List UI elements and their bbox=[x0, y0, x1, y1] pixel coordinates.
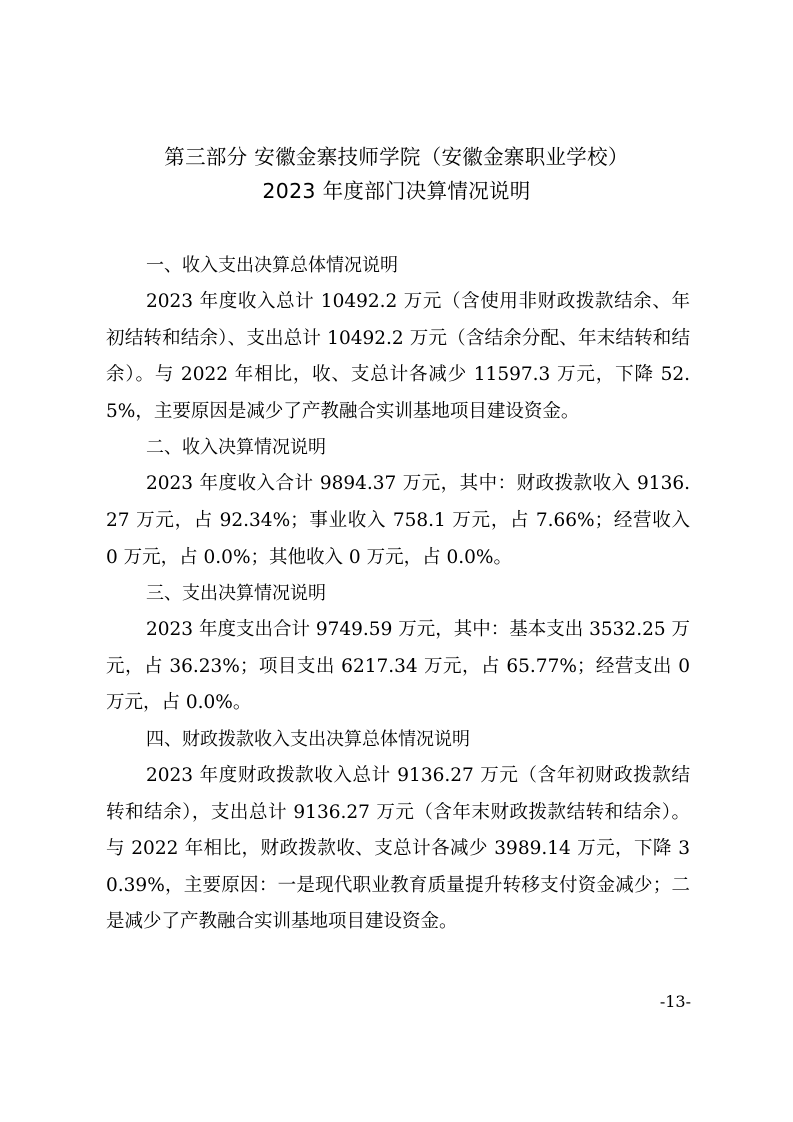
section-paragraph: 2023 年度收入合计 9894.37 万元，其中：财政拨款收入 9136.27 万元，占 92.34%；事业收入 758.1 万元，占 7.66%；经营收入 0 万元，占 0.0%；其他收入 0 万元，占 0.0%。 bbox=[106, 473, 690, 568]
section-income bbox=[106, 430, 690, 576]
section-income-expenditure-overview bbox=[106, 248, 690, 430]
section-expenditure bbox=[106, 576, 690, 722]
page-number: -13- bbox=[659, 992, 691, 1011]
section-paragraph: 2023 年度支出合计 9749.59 万元，其中：基本支出 3532.25 万元，占 36.23%；项目支出 6217.34 万元，占 65.77%；经营支出 0 万元，占 0.0%。 bbox=[106, 619, 690, 714]
section-paragraph: 2023 年度财政拨款收入总计 9136.27 万元（含年初财政拨款结转和结余），支出总计 9136.27 万元（含年末财政拨款结转和结余）。与 2022 年相比，财政拨款收、支总计各减少 3989.14 万元，下降 30.39%，主要原因：一是现代职业教育质量提升转移支付资金减少；二是减少了产教融合实训基地项目建设资金。 bbox=[106, 764, 690, 933]
section-heading: 一、收入支出决算总体情况说明 bbox=[146, 255, 398, 276]
section-paragraph: 2023 年度收入总计 10492.2 万元（含使用非财政拨款结余、年初结转和结余）、支出总计 10492.2 万元（含结余分配、年末结转和结余）。与 2022 年相比，收、支总计各减少 11597.3 万元，下降 52.5%，主要原因是减少了产教融合实训基地项目建设资金。 bbox=[106, 291, 690, 422]
title-line-2: 2023 年度部门决算情况说明 bbox=[262, 179, 531, 203]
document-body bbox=[106, 248, 690, 941]
section-heading: 三、支出决算情况说明 bbox=[146, 583, 326, 605]
document-title bbox=[60, 140, 733, 208]
section-fiscal-appropriation bbox=[106, 722, 690, 941]
title-line-1: 第三部分 安徽金寨技师学院（安徽金寨职业学校） bbox=[164, 145, 629, 169]
section-heading: 四、财政拨款收入支出决算总体情况说明 bbox=[146, 728, 470, 750]
section-heading: 二、收入决算情况说明 bbox=[146, 437, 326, 459]
